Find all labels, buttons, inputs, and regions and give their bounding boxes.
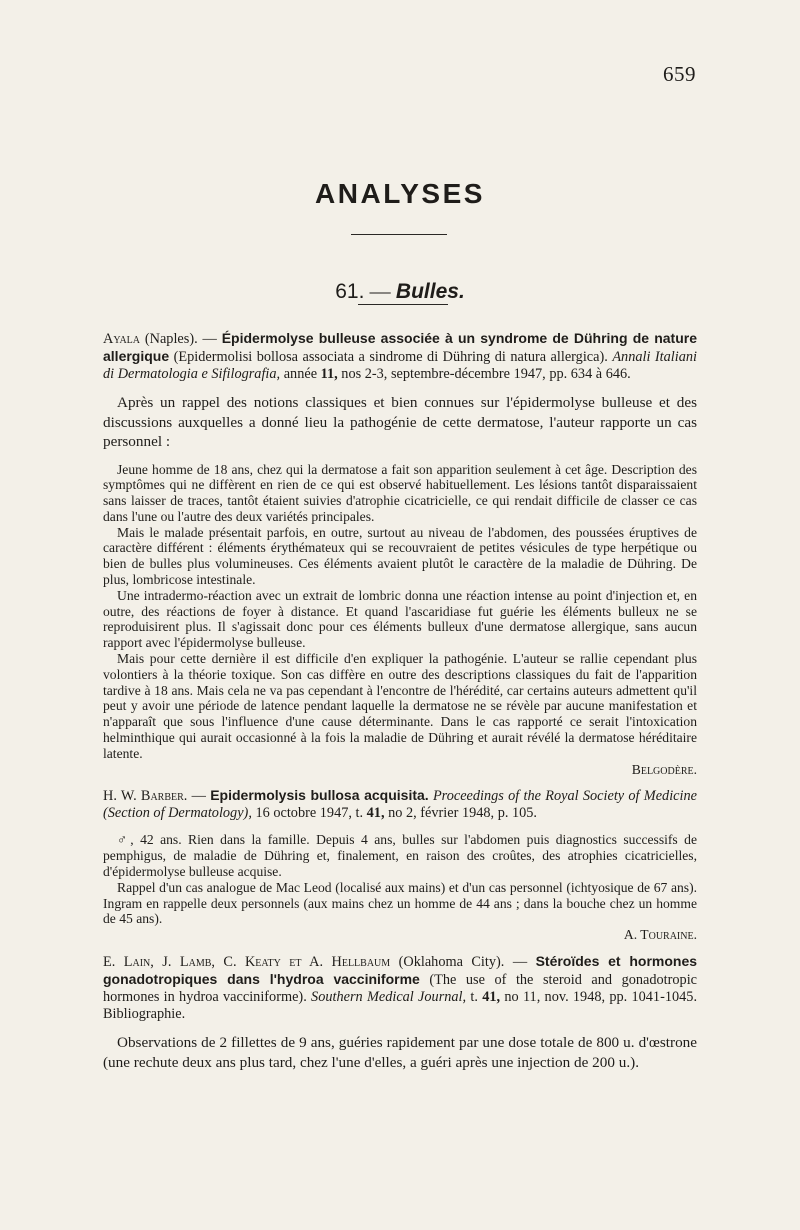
article-body [103, 330, 697, 1082]
reviewer-line [103, 927, 697, 943]
paragraph: Une intradermo-réaction avec un extrait de lombric donna une réaction intense au point d'injection et, en outre, des réactions de foyer à distance. Et quand l'ascaridiase fut guérie les éléments bulleux ne se reproduisirent plus. Il s'agissait donc pour ces éléments bulleux d'une dermatose allergique, sans aucun rapport avec l'épidermolyse bulleuse. [103, 587, 697, 651]
summary-lead: Après un rappel des notions classiques et bien connues sur l'épidermolyse bulleuse et des discussions auxquelles a donné lieu la pathogénie de cette dermatose, l'auteur rapporte un cas personnel : [103, 394, 697, 450]
abstract-entry [103, 953, 697, 1072]
citation-dash: — [191, 788, 206, 805]
paragraph: ♂, 42 ans. Rien dans la famille. Depuis 4 ans, bulles sur l'abdomen puis diagnostics successifs de pemphigus, de maladie de Dühring et, finalement, en raison des croûtes, des atrophies cicatricielles, d'épidermolyse bulleuse acquise. [103, 832, 697, 880]
section-label: Bulles. [395, 280, 465, 303]
reviewer-line [103, 762, 697, 778]
article-title: Stéroïdes et hormones gonadotropiques dans l'hydroa vacciniforme [103, 953, 698, 988]
section-heading [0, 279, 800, 304]
page-number: 659 [663, 62, 696, 86]
tome-label: t. [470, 989, 478, 1006]
abstract-entry [103, 330, 697, 777]
page-title: ANALYSES [315, 178, 485, 209]
citation-dash: — [512, 954, 528, 971]
section-number: 61. [335, 280, 365, 303]
publication-date: 16 octobre 1947, t. [255, 805, 364, 822]
journal-name: Proceedings of the Royal Society of Medicine (Section of Dermatology), [103, 788, 697, 822]
citation-header [103, 953, 697, 1023]
section-divider [358, 304, 448, 305]
summary-lead: Observations de 2 fillettes de 9 ans, guéries rapidement par une dose totale de 800 u. d'œstrone (une rechute deux ans plus tard, chez l'une d'elles, a guéri après une injection de 200 u.). [103, 1034, 697, 1071]
journal-name: Southern Medical Journal, [311, 989, 467, 1006]
volume: 11, [320, 366, 338, 382]
citation-header [103, 787, 697, 822]
author: Ayala [103, 331, 140, 347]
journal-name: Annali Italiani di Dermatologia e Sifilografia, [103, 349, 698, 382]
original-title: (Epidermolisi bollosa associata a sindrome di Dühring di natura allergica). [173, 349, 608, 365]
reviewer: A. Touraine. [623, 927, 697, 943]
reference-details: no 11, nov. 1948, pp. 1041-1045. Bibliographie. [103, 989, 698, 1023]
author-location: (Oklahoma City). [398, 954, 505, 971]
paragraph: Mais pour cette dernière il est difficile d'en expliquer la pathogénie. L'auteur se rallie cependant plus volontiers à la théorie toxique. Son cas diffère en outre des descriptions classiques du fait de l'apparition tardive à 18 ans. Mais cela ne va pas cependant à l'encontre de l'hérédité, car certains auteurs admettent qu'il peut y avoir une période de latence pendant laquelle la dermatose ne se révèle par aucune manifestation et n'apparaît que sous l'influence d'une cause déterminante. Dans le cas rapporté ce serait l'intoxication helminthique qui aurait occasionné à la fois la maladie de Dühring et aurait révélé la dermatose héréditaire latente. [103, 651, 697, 761]
volume: 41, [482, 989, 501, 1006]
author: H. W. Barber. [103, 788, 188, 805]
year-label: année [283, 366, 318, 382]
author-location: (Naples). [144, 331, 198, 347]
author: E. Lain, J. Lamb, C. Keaty et A. Hellbaum [103, 954, 391, 971]
volume: 41, [366, 805, 385, 822]
reference-details: nos 2-3, septembre-décembre 1947, pp. 634 à 646. [341, 366, 631, 382]
paragraph: Mais le malade présentait parfois, en outre, surtout au niveau de l'abdomen, des poussées éruptives de caractère différent : éléments érythémateux qui se recouvraient de petites vésicules de type herpétique ou bien de bulles plus volumineuses. Ces éléments avaient plutôt le caractère de la maladie de Dühring. De plus, lombricose intestinale. [103, 524, 697, 588]
section-dash: — [369, 279, 391, 303]
article-title: Epidermolysis bullosa acquisita. [210, 787, 429, 804]
paragraph: Rappel d'un cas analogue de Mac Leod (localisé aux mains) et d'un cas personnel (ichtyosique de 67 ans). Ingram en rappelle deux personnels (aux mains chez un homme de 44 ans ; dans la bouche chez un homme de 45 ans). [103, 879, 697, 927]
citation-dash: — [202, 331, 217, 347]
original-title: (The use of the steroid and gonadotropic hormones in hydroa vacciniforme). [103, 972, 698, 1006]
article-title: Épidermolyse bulleuse associée à un syndrome de Dühring de nature allergique [103, 330, 698, 364]
citation-header [103, 330, 697, 383]
title-divider [351, 234, 447, 235]
reviewer: Belgodère. [631, 761, 697, 777]
abstract-entry [103, 787, 697, 943]
paragraph: Jeune homme de 18 ans, chez qui la dermatose a fait son apparition seulement à cet âge. Description des symptômes qui ne diffèrent en rien de ce qui est observé habituellement. Les lésions tantôt disparaissaient sans laisser de traces, tantôt étaient suivies d'atrophie cicatricielle, ce qui rendait difficile de classer ce cas dans l'une ou l'autre des deux variétés principales. [103, 461, 697, 524]
reference-details: no 2, février 1948, p. 105. [388, 805, 538, 822]
